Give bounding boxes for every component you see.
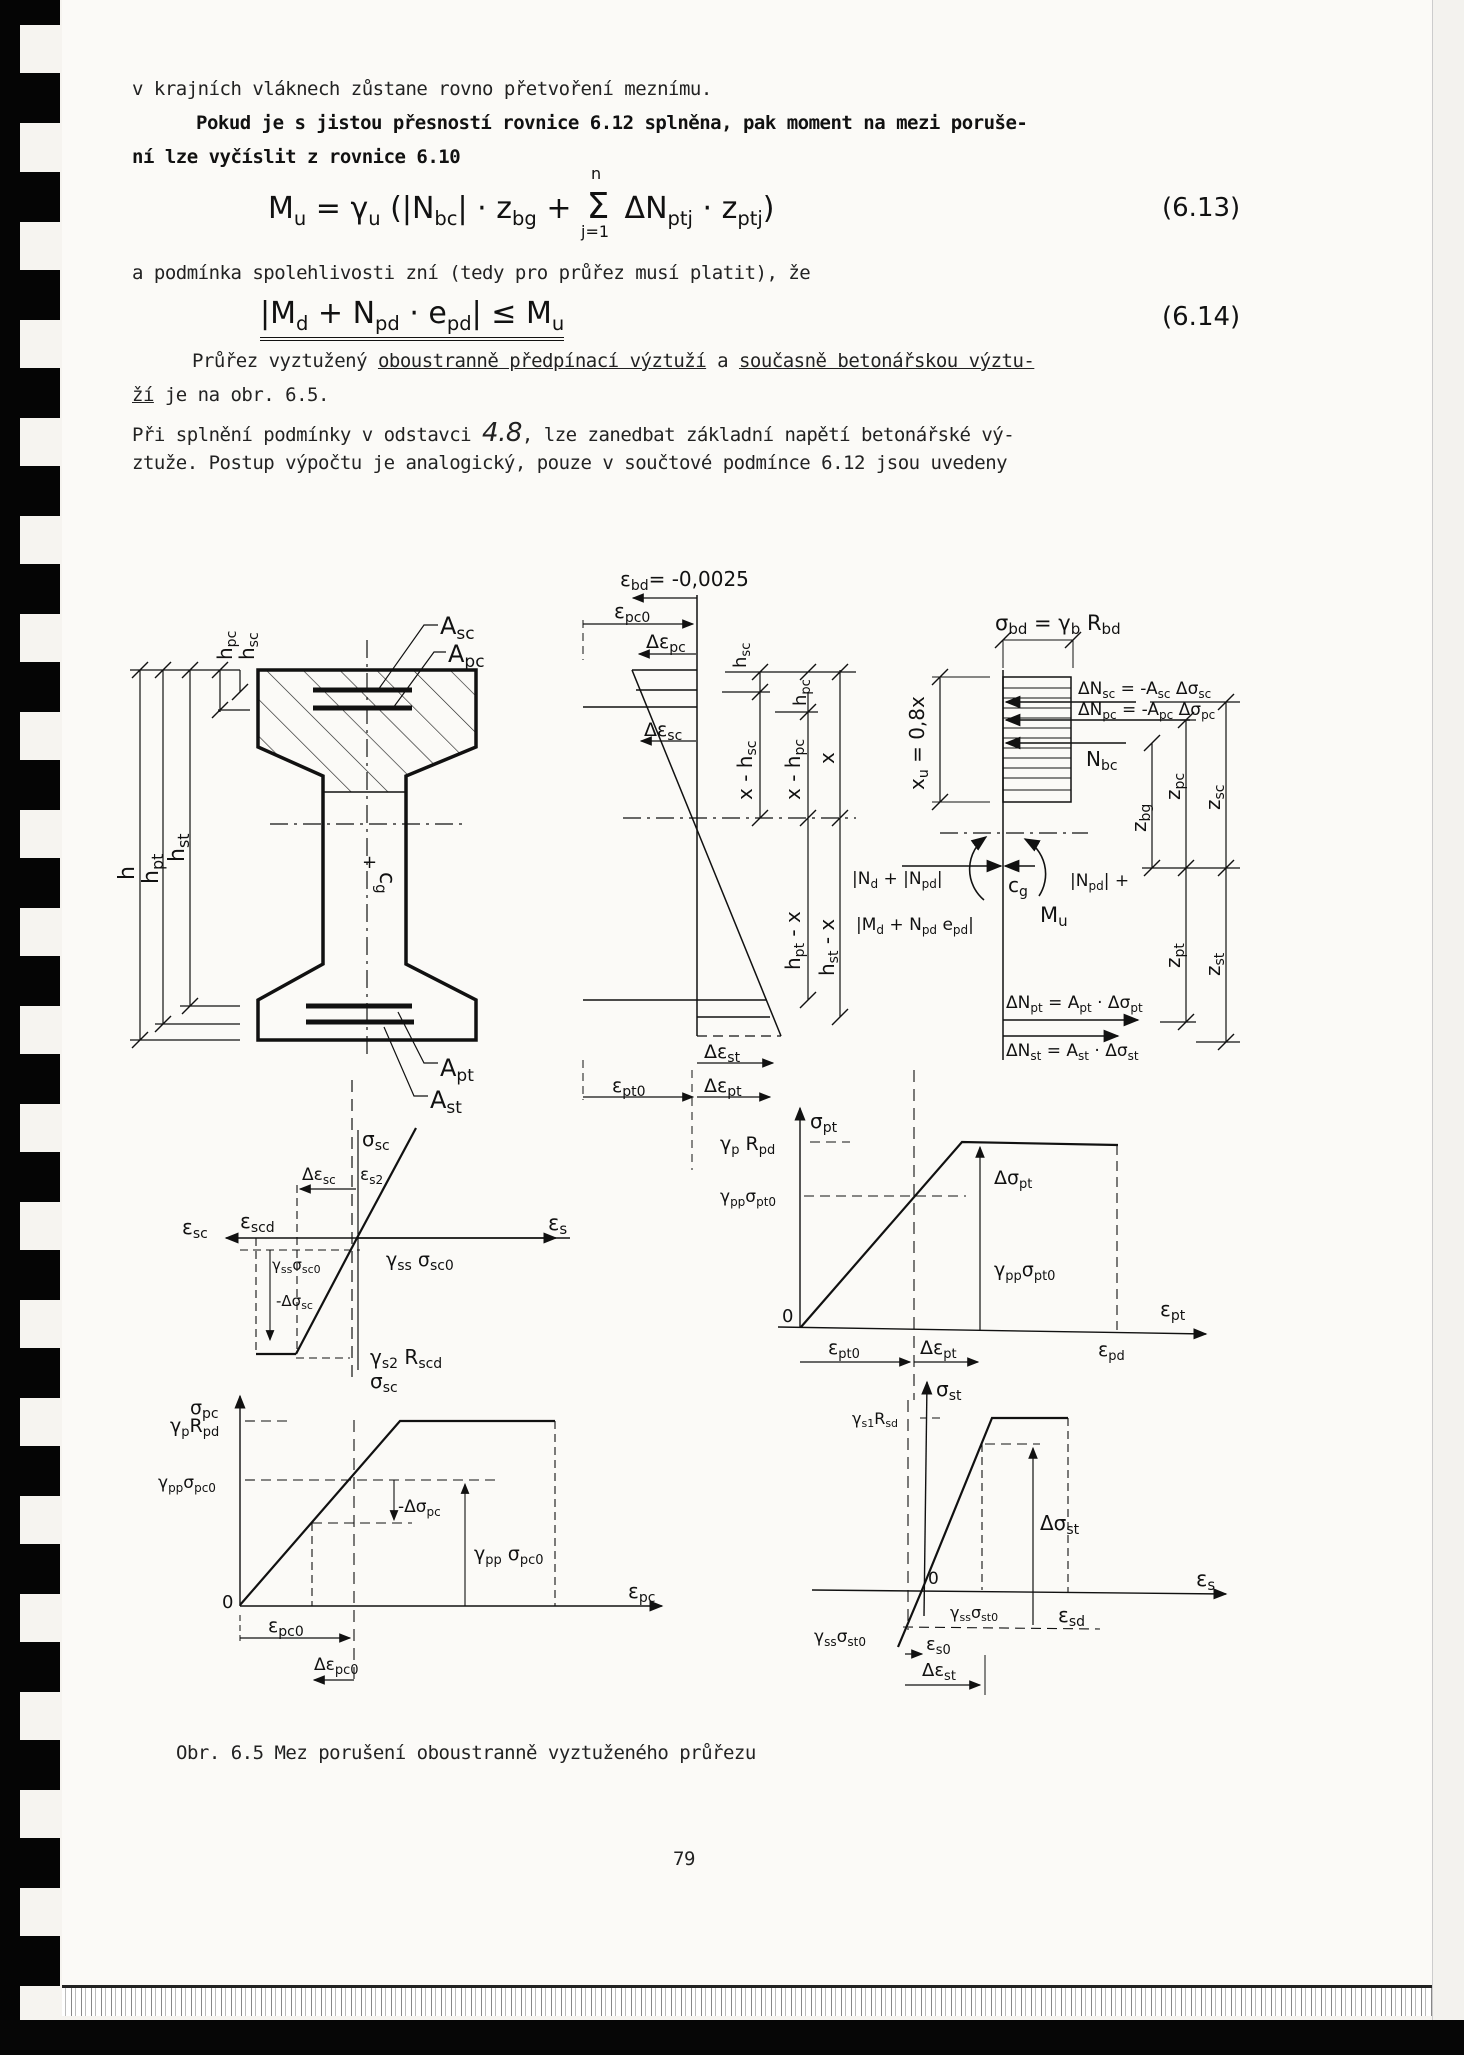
eq-term: ) <box>762 191 775 226</box>
eq-sub: pd <box>375 312 400 335</box>
label-ast: $A_{st}$ <box>430 1086 462 1118</box>
label-delta-eps-pc0: $\Delta\varepsilon_{pc0}$ <box>314 1655 359 1678</box>
label-minus-delta-sigma-sc: $-\Delta\sigma_{sc}$ <box>276 1292 313 1312</box>
binding-ring <box>0 1838 60 1888</box>
eq-sub: ptj <box>737 207 763 230</box>
label-gss-sigma-sc0: $\gamma_{ss}$ $\sigma_{sc0}$ <box>386 1249 454 1274</box>
label-cg: cg <box>372 872 399 894</box>
page-number: 79 <box>673 1848 695 1870</box>
label-zbg: $z_{bg}$ <box>1127 803 1154 832</box>
label-apt: $A_{pt}$ <box>440 1054 474 1086</box>
label-nbc: $N_{bc}$ <box>1086 747 1118 774</box>
label-hst: $h_{st}$ <box>165 833 193 862</box>
eq-sub: u <box>368 207 381 230</box>
label-hsc: $h_{sc}$ <box>235 632 262 660</box>
eq-term: = <box>315 191 341 226</box>
pc-diagram-labels <box>158 1397 655 1678</box>
handwritten-reference: 4.8 <box>482 418 522 448</box>
label-x-minus-hsc: x - $h_{sc}$ <box>733 740 760 800</box>
sum-symbol: Σ <box>586 186 610 227</box>
eq-term: |M <box>260 296 296 331</box>
scan-artifact <box>62 1985 1432 2016</box>
label-gpp-sigma-pt0-right: $\gamma_{pp}\sigma_{pt0}$ <box>994 1259 1056 1284</box>
eq-sub: u <box>293 207 307 230</box>
label-minus-delta-sigma-pc: $-\Delta\sigma_{pc}$ <box>398 1497 441 1519</box>
strain-diagram <box>583 595 856 1100</box>
label-eps-pc0: $\varepsilon_{pc0}$ <box>268 1615 304 1640</box>
label-eps-sd: $\varepsilon_{sd}$ <box>1058 1603 1085 1630</box>
sc-stress-strain-diagram <box>226 1080 570 1380</box>
label-delta-eps-pc: $\Delta\varepsilon_{pc}$ <box>646 631 686 656</box>
label-hsc-dim: $h_{sc}$ <box>730 642 754 668</box>
equation-number: (6.13) <box>1162 193 1241 223</box>
label-h: h <box>115 866 140 880</box>
label-xu: $x_u = 0,8x$ <box>905 696 932 790</box>
label-origin-0: 0 <box>222 1592 234 1613</box>
label-gp-rpd: $\gamma_pR_{pd}$ <box>170 1415 220 1440</box>
label-eps-s-axis-st: εs <box>1196 1567 1216 1594</box>
text-span: Průřez vyztužený <box>192 350 378 372</box>
label-eps-pt0-pt: $\varepsilon_{pt0}$ <box>828 1337 860 1362</box>
pt-diagram-labels <box>720 1109 1186 1364</box>
label-sigma-bd: σbd = γb Rbd <box>995 611 1121 638</box>
label-x: x <box>815 752 839 764</box>
label-gpp-sigma-pc0-right: $\gamma_{pp}$ $\sigma_{pc0}$ <box>474 1543 544 1568</box>
label-asc: $A_{sc}$ <box>440 612 475 644</box>
label-gss-sigma-st0-left: $\gamma_{ss}\sigma_{st0}$ <box>814 1627 866 1649</box>
label-npd: $|N_{pd}|$ + <box>1070 871 1130 893</box>
figure-caption: Obr. 6.5 Mez porušení oboustranně vyztuženého průřezu <box>176 1742 756 1764</box>
eq-term: M <box>268 191 294 226</box>
label-hpt: $h_{pt}$ <box>139 853 167 884</box>
label-eps-pc-axis: $\varepsilon_{pc}$ <box>628 1579 656 1606</box>
text-span: je na obr. 6.5. <box>153 384 329 406</box>
text-line: ztuže. Postup výpočtu je analogický, pouze v součtové podmínce 6.12 jsou uvedeny <box>132 452 1008 474</box>
label-zst: $z_{st}$ <box>1201 952 1228 976</box>
label-gs2-rscd: $\gamma_{s2}$ $R_{scd}$ <box>370 1345 443 1372</box>
text-line: v krajních vláknech zůstane rovno přetvoření meznímu. <box>132 78 712 100</box>
underlined-text: současně betonářskou výztu- <box>738 350 1035 372</box>
label-delta-n-pt: $\Delta N_{pt} = A_{pt} \cdot \Delta\sigma_{pt}$ <box>1006 993 1143 1015</box>
label-eps-s-axis: εs <box>548 1211 568 1238</box>
text-line-bold: ní lze vyčíslit z rovnice 6.10 <box>132 146 461 168</box>
label-eps-s2: $\varepsilon_{s2}$ <box>360 1165 384 1187</box>
label-nd-npd: $|N_d + |N_{pd}|$ <box>852 869 943 891</box>
label-gpp-sigma-pt0: $\gamma_{pp}\sigma_{pt0}$ <box>720 1187 777 1209</box>
eq-sub: bc <box>434 207 458 230</box>
label-zpt: $z_{pt}$ <box>1161 943 1188 968</box>
label-eps-pt-axis: $\varepsilon_{pt}$ <box>1160 1297 1186 1324</box>
label-eps-scd: $\varepsilon_{scd}$ <box>240 1209 275 1236</box>
eq-sub: bg <box>512 207 537 230</box>
label-hpc: $h_{pc}$ <box>213 630 240 660</box>
equation-number: (6.14) <box>1162 302 1241 332</box>
sum-upper-limit: n <box>591 164 602 183</box>
binding-ring <box>0 1740 60 1790</box>
pt-curve <box>801 1142 1118 1327</box>
label-cg-force: $c_g$ <box>1008 873 1028 900</box>
label-delta-n-st: $\Delta N_{st} = A_{st} \cdot \Delta\sigma_{st}$ <box>1006 1041 1139 1063</box>
label-apc: $A_{pc}$ <box>448 640 485 672</box>
eq-sub: d <box>296 312 309 335</box>
eq-sub: u <box>551 312 565 335</box>
text-span: , lze zanedbat základní napětí betonářské vý- <box>521 424 1015 446</box>
label-sigma-pt: $\sigma_{pt}$ <box>810 1109 838 1136</box>
label-origin-0-pt: 0 <box>782 1306 794 1327</box>
label-gpp-sigma-pc0: $\gamma_{pp}\sigma_{pc0}$ <box>158 1473 216 1495</box>
label-eps-s0: $\varepsilon_{s0}$ <box>926 1634 951 1658</box>
label-mu: Mu <box>1040 903 1068 930</box>
text-line-bold: Pokud je s jistou přesností rovnice 6.12 splněna, pak moment na mezi poruše- <box>196 112 1028 134</box>
scan-border <box>0 2020 1464 2055</box>
label-delta-eps-pt: $\Delta\varepsilon_{pt}$ <box>704 1075 742 1100</box>
label-eps-bd: $\varepsilon_{bd}= -0,0025$ <box>620 567 749 594</box>
label-sigma-pc: $\sigma_{pc}$ <box>190 1397 219 1422</box>
text-line: a podmínka spolehlivosti zní (tedy pro průřez musí platit), že <box>132 262 811 284</box>
label-delta-eps-st-st: $\Delta\varepsilon_{st}$ <box>922 1660 956 1684</box>
label-gss-sigma-sc0-small: $\gamma_{ss}\sigma_{sc0}$ <box>272 1256 321 1276</box>
eq-sub: pd <box>446 312 472 335</box>
label-delta-eps-st: $\Delta\varepsilon_{st}$ <box>704 1041 741 1066</box>
label-delta-eps-sc: $\Delta\varepsilon_{sc}$ <box>644 719 683 744</box>
text-span: a <box>706 350 739 372</box>
label-delta-n-sc: $\Delta N_{sc} = -A_{sc}$ $\Delta\sigma_{sc}$ <box>1078 679 1212 701</box>
eq-term: · z <box>702 191 738 226</box>
eq-term: ΔN <box>624 191 668 226</box>
force-labels <box>852 611 1228 1063</box>
eq-term: · e <box>399 296 447 331</box>
st-diagram-labels <box>814 1377 1215 1684</box>
sum-lower-limit: j=1 <box>581 222 610 241</box>
label-sigma-st: $\sigma_{st}$ <box>936 1377 962 1404</box>
label-eps-pc0: $\varepsilon_{pc0}$ <box>614 599 651 626</box>
eq-term: | ≤ M <box>471 296 552 331</box>
label-sigma-sc: $\sigma_{sc}$ <box>362 1127 390 1154</box>
label-delta-eps-pt-pt: $\Delta\varepsilon_{pt}$ <box>920 1337 957 1362</box>
label-eps-sc-axis: $\varepsilon_{sc}$ <box>182 1215 208 1242</box>
label-delta-sigma-pt: $\Delta\sigma_{pt}$ <box>994 1167 1033 1192</box>
label-gp-rpd-pt: $\gamma_p$ $R_{pd}$ <box>720 1133 776 1158</box>
label-delta-eps-sc-2: $\Delta\varepsilon_{sc}$ <box>302 1165 336 1187</box>
label-hst-minus-x: $h_{st}$ - x <box>815 918 842 976</box>
sc-diagram-labels <box>182 1127 567 1396</box>
label-zpc: $z_{pc}$ <box>1161 772 1188 800</box>
binding-ring <box>0 1936 60 1986</box>
label-delta-n-pc: $\Delta N_{pc} = -A_{pc}$ $\Delta\sigma_{pc}$ <box>1078 700 1216 722</box>
label-origin-0-st: 0 <box>928 1569 939 1589</box>
label-sigma-sc-2: $\sigma_{sc}$ <box>370 1369 398 1396</box>
eq-sub: ptj <box>667 207 693 230</box>
eq-term: + <box>546 191 572 226</box>
underlined-text: ží <box>132 384 154 406</box>
eq-term: + N <box>308 296 376 331</box>
label-delta-sigma-st: $\Delta\sigma_{st}$ <box>1040 1511 1080 1538</box>
label-gs1-rsd: γs1Rsd <box>852 1409 899 1430</box>
sc-curve <box>296 1238 357 1354</box>
eq-term: | · z <box>457 191 512 226</box>
label-x-minus-hpc: x - $h_{pc}$ <box>781 738 808 800</box>
centroid-mark: + <box>362 852 378 873</box>
label-eps-pt0: $\varepsilon_{pt0}$ <box>612 1075 646 1100</box>
label-hpc-dim: $h_{pc}$ <box>790 679 814 706</box>
text-span: Při splnění podmínky v odstavci <box>132 424 483 446</box>
label-eps-pd: $\varepsilon_{pd}$ <box>1098 1339 1125 1364</box>
label-hpt-minus-x: $h_{pt}$ - x <box>781 911 808 970</box>
eq-term: γ <box>350 191 369 226</box>
label-md-npd-epd: $|M_d + N_{pd}$ $e_{pd}|$ <box>856 915 974 937</box>
eq-term: (|N <box>390 191 435 226</box>
underlined-text: oboustranně předpínací výztuží <box>377 350 707 372</box>
label-zsc: $z_{sc}$ <box>1201 784 1228 810</box>
label-gss-sigma-st0-right: γssσst0 <box>950 1603 999 1624</box>
